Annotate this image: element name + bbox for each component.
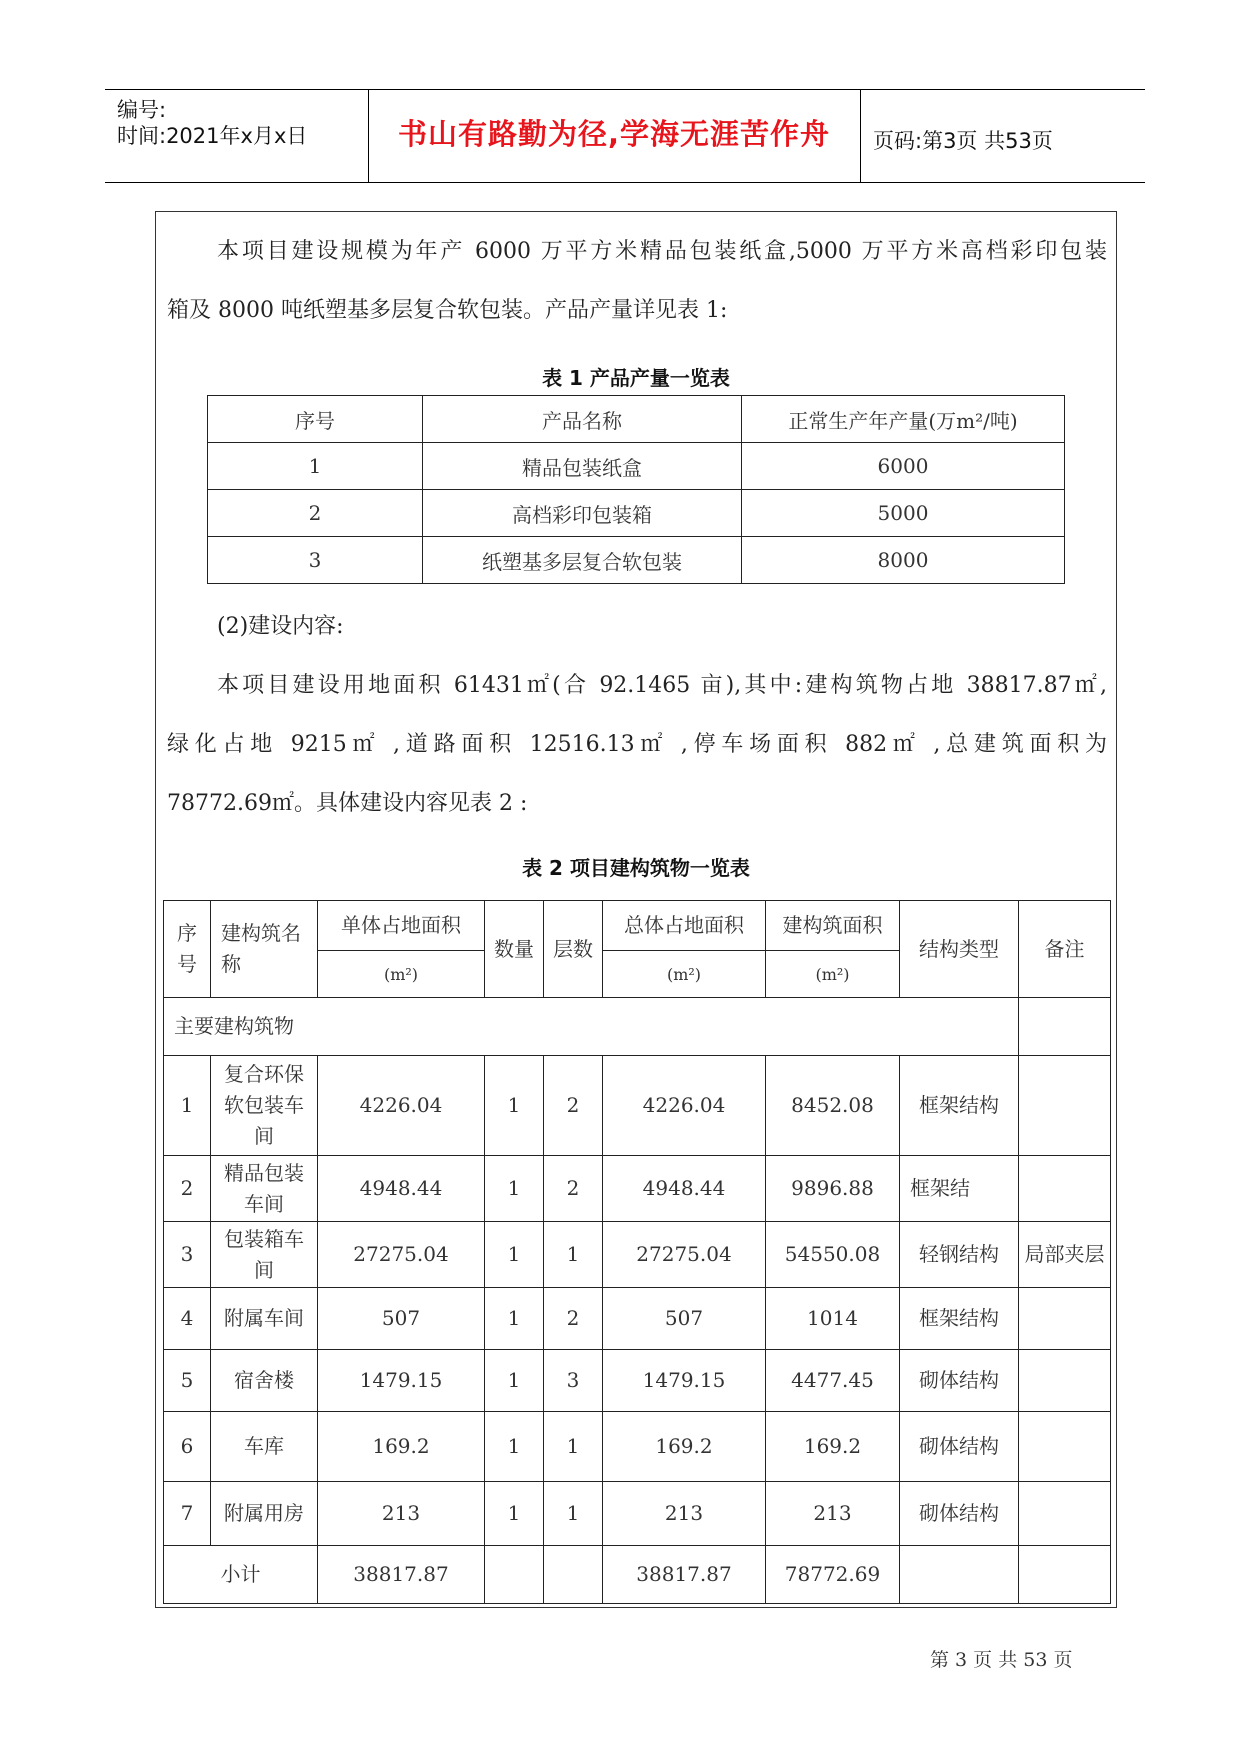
table-unit-cell: (m²): [766, 951, 900, 998]
table-cell: 1: [485, 1482, 544, 1546]
header-number-label: 编号:: [117, 98, 167, 122]
table-cell: 局部夹层: [1019, 1222, 1111, 1288]
table-cell: 169.2: [603, 1412, 766, 1482]
table-cell: 7: [164, 1482, 211, 1546]
buildings-table: [163, 900, 1111, 1604]
section2-heading: (2)建设内容:: [217, 614, 344, 639]
table-cell: [544, 1546, 603, 1604]
table-cell: 5: [164, 1350, 211, 1412]
intro-line-1: 本项目建设规模为年产 6000 万平方米精品包装纸盒,5000 万平方米高档彩印包装: [217, 239, 1107, 264]
table-row: [208, 537, 1065, 584]
table-cell: 2: [208, 490, 423, 537]
table-cell: 2: [544, 1156, 603, 1222]
table-header-cell: 建构筑名称: [211, 901, 318, 998]
table-cell: 8000: [742, 537, 1065, 584]
table-header-cell: 产品名称: [423, 396, 742, 443]
table-row: [164, 1350, 1111, 1412]
table-cell: 3: [544, 1350, 603, 1412]
table-cell: [1019, 1350, 1111, 1412]
table-cell: 169.2: [318, 1412, 485, 1482]
table-cell: 4226.04: [318, 1056, 485, 1156]
table-header-cell: 正常生产年产量(万m²/吨): [742, 396, 1065, 443]
table-cell: 5000: [742, 490, 1065, 537]
page-footer: 第 3 页 共 53 页: [930, 1649, 1073, 1671]
table-cell: 38817.87: [603, 1546, 766, 1604]
table-cell: 27275.04: [318, 1222, 485, 1288]
table1-caption: 表 1 产品产量一览表: [542, 366, 730, 390]
table-cell: 3: [208, 537, 423, 584]
table-cell: 213: [603, 1482, 766, 1546]
header-page-label: 页码:第3页 共53页: [873, 129, 1053, 153]
table-cell: 78772.69: [766, 1546, 900, 1604]
table-cell: 车库: [211, 1412, 318, 1482]
table-header-row: [208, 396, 1065, 443]
table-cell: 1: [544, 1482, 603, 1546]
header-bottom-rule: [105, 182, 1145, 183]
table-header-cell: 序号: [208, 396, 423, 443]
header-divider-right: [860, 90, 861, 182]
section2-line-3: 78772.69㎡。具体建设内容见表 2 :: [167, 791, 528, 816]
section2-paragraph: [167, 597, 1107, 833]
table-cell: [1019, 1288, 1111, 1350]
table-cell: 8452.08: [766, 1056, 900, 1156]
table-row: [164, 1482, 1111, 1546]
table-cell: 27275.04: [603, 1222, 766, 1288]
table-cell: 附属车间: [211, 1288, 318, 1350]
table-cell: 框架结构: [900, 1056, 1019, 1156]
table-cell: 3: [164, 1222, 211, 1288]
table-cell: 1: [485, 1056, 544, 1156]
table-cell: 复合环保软包装车间: [211, 1056, 318, 1156]
table-cell: 框架结: [900, 1156, 1019, 1222]
table-cell: 213: [766, 1482, 900, 1546]
table-row: [208, 443, 1065, 490]
table-cell: [1019, 1546, 1111, 1604]
table-cell: 轻钢结构: [900, 1222, 1019, 1288]
table-group-label: 主要建构筑物: [164, 998, 1019, 1056]
table-header-cell: 序号: [164, 901, 211, 998]
table-header-cell: 备注: [1019, 901, 1111, 998]
table-cell: 纸塑基多层复合软包装: [423, 537, 742, 584]
intro-line-2: 箱及 8000 吨纸塑基多层复合软包装。产品产量详见表 1:: [167, 298, 728, 323]
table-cell: 4948.44: [603, 1156, 766, 1222]
product-output-table: [207, 395, 1065, 584]
table-cell: 2: [544, 1056, 603, 1156]
table-cell: 54550.08: [766, 1222, 900, 1288]
table-header-cell: 层数: [544, 901, 603, 998]
table-cell: 宿舍楼: [211, 1350, 318, 1412]
table-cell: 精品包装纸盒: [423, 443, 742, 490]
section2-line-2: 绿化占地 9215㎡ ,道路面积 12516.13㎡ ,停车场面积 882㎡ ,总建筑面积为: [167, 732, 1107, 757]
table-cell: 1: [485, 1222, 544, 1288]
table-header-row: [164, 901, 1111, 951]
table-row: [208, 490, 1065, 537]
section2-line-1: 本项目建设用地面积 61431㎡(合 92.1465 亩),其中:建构筑物占地 38817.87㎡,: [217, 673, 1107, 698]
table-row: [164, 1288, 1111, 1350]
table-row: [164, 1222, 1111, 1288]
table-cell: 1: [164, 1056, 211, 1156]
table-cell: 包装箱车间: [211, 1222, 318, 1288]
table-cell: 砌体结构: [900, 1350, 1019, 1412]
table-cell: [1019, 1482, 1111, 1546]
table-cell: 1: [485, 1350, 544, 1412]
table-group-row: [164, 998, 1111, 1056]
table-unit-cell: (m²): [318, 951, 485, 998]
table-cell: 4: [164, 1288, 211, 1350]
table-cell: 6000: [742, 443, 1065, 490]
table-cell: [1019, 1156, 1111, 1222]
table-cell: 2: [164, 1156, 211, 1222]
table-cell: 1479.15: [318, 1350, 485, 1412]
table-header-cell: 总体占地面积: [603, 901, 766, 951]
table-row: [164, 1056, 1111, 1156]
intro-paragraph: [167, 222, 1107, 340]
table-cell: 砌体结构: [900, 1482, 1019, 1546]
table-cell: 169.2: [766, 1412, 900, 1482]
table-header-cell: 单体占地面积: [318, 901, 485, 951]
table-cell: [1019, 1412, 1111, 1482]
table-cell: 2: [544, 1288, 603, 1350]
table-cell: 1: [544, 1412, 603, 1482]
table-cell: 高档彩印包装箱: [423, 490, 742, 537]
table-cell: 9896.88: [766, 1156, 900, 1222]
table-cell: 1: [544, 1222, 603, 1288]
table-cell: [1019, 1056, 1111, 1156]
table-cell: [1019, 998, 1111, 1056]
table-cell: 507: [318, 1288, 485, 1350]
header-top-rule: [105, 89, 1145, 90]
table-cell: 砌体结构: [900, 1412, 1019, 1482]
table-cell: 507: [603, 1288, 766, 1350]
table-cell: 精品包装车间: [211, 1156, 318, 1222]
table-cell: 1479.15: [603, 1350, 766, 1412]
header-time-label: 时间:2021年x月x日: [117, 124, 308, 148]
table-cell: 框架结构: [900, 1288, 1019, 1350]
table-cell: 1: [485, 1156, 544, 1222]
table-cell: 1: [485, 1412, 544, 1482]
table-cell: 4226.04: [603, 1056, 766, 1156]
table-cell: 附属用房: [211, 1482, 318, 1546]
table-subtotal-row: [164, 1546, 1111, 1604]
table-cell: [900, 1546, 1019, 1604]
table-cell: 1: [208, 443, 423, 490]
table2-caption: 表 2 项目建构筑物一览表: [522, 856, 750, 880]
table-header-cell: 结构类型: [900, 901, 1019, 998]
table-cell: 6: [164, 1412, 211, 1482]
table-cell: 213: [318, 1482, 485, 1546]
subtotal-label: 小计: [164, 1546, 318, 1604]
table-unit-cell: (m²): [603, 951, 766, 998]
table-cell: 38817.87: [318, 1546, 485, 1604]
table-cell: 1: [485, 1288, 544, 1350]
table-cell: 1014: [766, 1288, 900, 1350]
header-motto: 书山有路勤为径,学海无涯苦作舟: [397, 117, 831, 151]
table-row: [164, 1412, 1111, 1482]
table-cell: 4948.44: [318, 1156, 485, 1222]
table-cell: 4477.45: [766, 1350, 900, 1412]
table-row: [164, 1156, 1111, 1222]
table-cell: [485, 1546, 544, 1604]
table-header-cell: 建构筑面积: [766, 901, 900, 951]
table-header-cell: 数量: [485, 901, 544, 998]
